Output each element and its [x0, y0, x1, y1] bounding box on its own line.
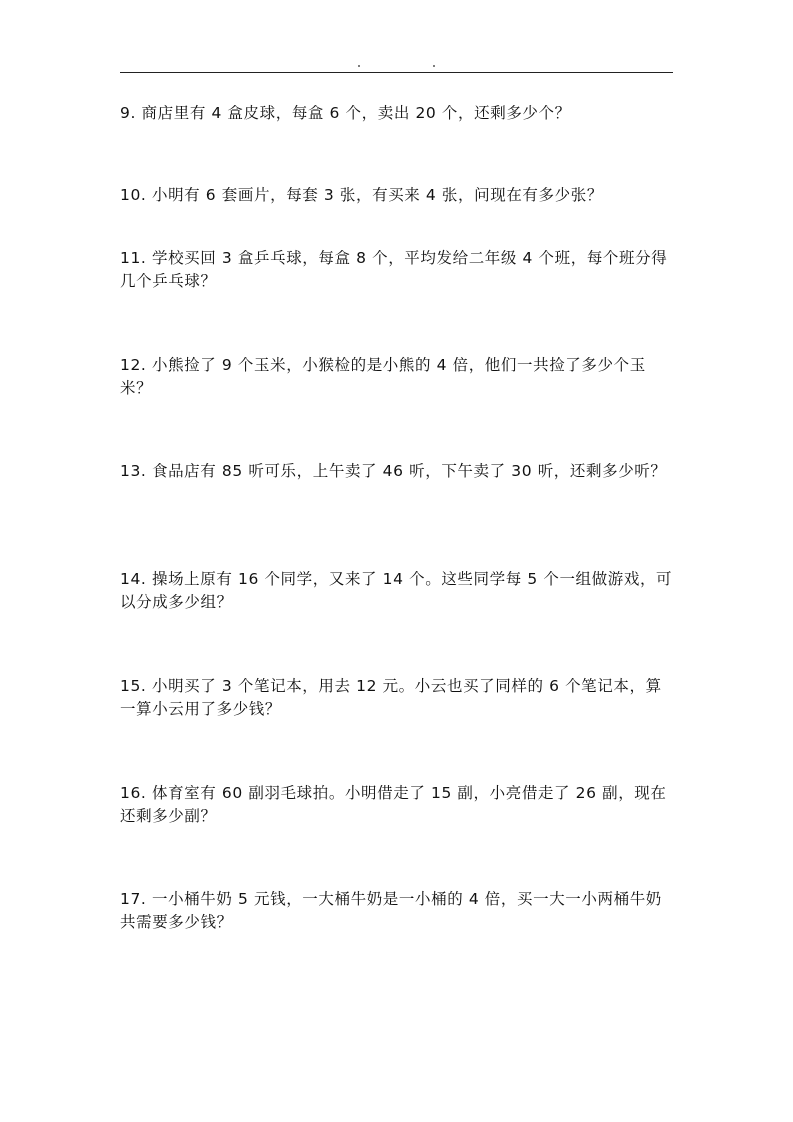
header-rule	[120, 72, 673, 73]
question-11: 11. 学校买回 3 盒乒乓球，每盒 8 个，平均发给二年级 4 个班，每个班分得几个乒乓球？	[120, 249, 668, 290]
question-13: 13. 食品店有 85 听可乐，上午卖了 46 听，下午卖了 30 听，还剩多少听？	[120, 462, 667, 480]
question-15: 15. 小明买了 3 个笔记本，用去 12 元。小云也买了同样的 6 个笔记本，算一算小云用了多少钱？	[120, 677, 662, 718]
question-17: 17. 一小桶牛奶 5 元钱，一大桶牛奶是一小桶的 4 倍，买一大一小两桶牛奶共需要多少钱？	[120, 890, 662, 931]
question-12: 12. 小熊捡了 9 个玉米，小猴检的是小熊的 4 倍，他们一共捡了多少个玉米？	[120, 356, 646, 397]
header-dot	[358, 65, 360, 67]
question-10: 10. 小明有 6 套画片，每套 3 张，有买来 4 张，问现在有多少张？	[120, 186, 603, 204]
header-dot	[433, 65, 435, 67]
question-9: 9. 商店里有 4 盒皮球，每盒 6 个，卖出 20 个，还剩多少个？	[120, 104, 571, 122]
question-14: 14. 操场上原有 16 个同学，又来了 14 个。这些同学每 5 个一组做游戏，可以分成多少组？	[120, 570, 673, 611]
question-16: 16. 体育室有 60 副羽毛球拍。小明借走了 15 副，小亮借走了 26 副，现在还剩多少副？	[120, 784, 667, 825]
